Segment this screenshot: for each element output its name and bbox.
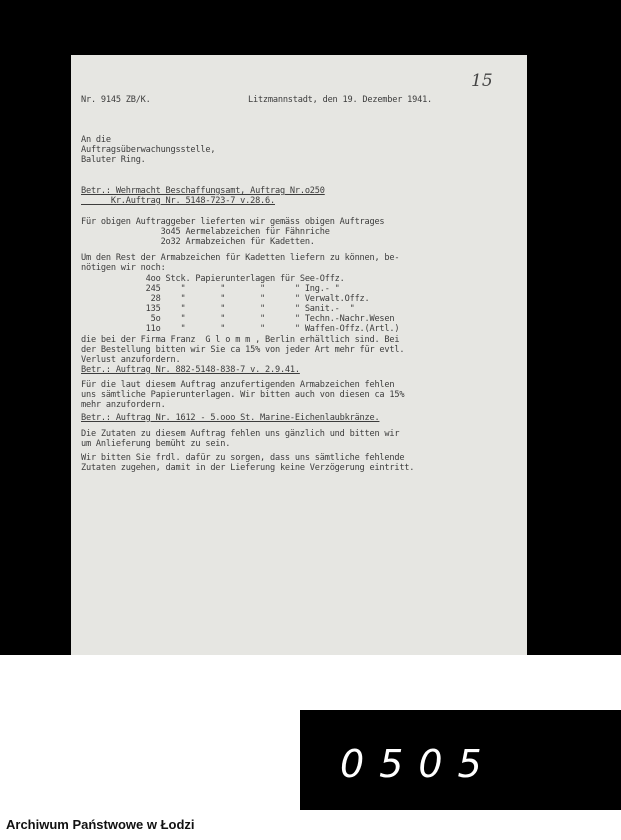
text-line: Wir bitten Sie frdl. dafür zu sorgen, dass uns sämtliche fehlende bbox=[81, 453, 405, 463]
text-line: um Anlieferung bemüht zu sein. bbox=[81, 439, 231, 449]
text-line: Zutaten zugehen, damit in der Lieferung keine Verzögerung eintritt. bbox=[81, 463, 415, 473]
text-line: 135 " " " " Sanit.- " bbox=[81, 304, 355, 314]
text-line: Kr.Auftrag Nr. 5148-723-7 v.28.6. bbox=[81, 196, 275, 206]
text-line: der Bestellung bitten wir Sie ca 15% von jeder Art mehr für evtl. bbox=[81, 345, 405, 355]
text-line: 3o45 Aermelabzeichen für Fähnriche bbox=[81, 227, 330, 237]
frame-number: 0505 bbox=[340, 742, 497, 786]
text-line: Verlust anzufordern. bbox=[81, 355, 181, 365]
text-line: die bei der Firma Franz G l o m m , Berlin erhältlich sind. Bei bbox=[81, 335, 400, 345]
text-line: Um den Rest der Armabzeichen für Kadetten liefern zu können, be- bbox=[81, 253, 400, 263]
text-line: 5o " " " " Techn.-Nachr.Wesen bbox=[81, 314, 395, 324]
text-line: Für die laut diesem Auftrag anzufertigenden Armabzeichen fehlen bbox=[81, 380, 395, 390]
text-line: Litzmannstadt, den 19. Dezember 1941. bbox=[248, 95, 433, 105]
archive-footer bbox=[0, 810, 621, 840]
archive-name: Archiwum Państwowe w Łodzi bbox=[6, 817, 195, 832]
text-line: 11o " " " " Waffen-Offz.(Artl.) bbox=[81, 324, 400, 334]
text-line: Baluter Ring. bbox=[81, 155, 146, 165]
film-border bbox=[0, 655, 621, 710]
text-line: 245 " " " " Ing.- " bbox=[81, 284, 340, 294]
text-line: Nr. 9145 ZB/K. bbox=[81, 95, 151, 105]
text-line: Betr.: Auftrag Nr. 882-5148-838-7 v. 2.9.41. bbox=[81, 365, 300, 375]
document-page bbox=[71, 55, 527, 655]
text-line: 4oo Stck. Papierunterlagen für See-Offz. bbox=[81, 274, 345, 284]
text-line: Betr.: Wehrmacht Beschaffungsamt, Auftrag Nr.o250 bbox=[81, 186, 325, 196]
text-line: Für obigen Auftraggeber lieferten wir gemäss obigen Auftrages bbox=[81, 217, 385, 227]
text-line: Auftragsüberwachungsstelle, bbox=[81, 145, 216, 155]
text-line: uns sämtliche Papierunterlagen. Wir bitten auch von diesen ca 15% bbox=[81, 390, 405, 400]
text-line: Die Zutaten zu diesem Auftrag fehlen uns gänzlich und bitten wir bbox=[81, 429, 400, 439]
text-line: 2o32 Armabzeichen für Kadetten. bbox=[81, 237, 315, 247]
text-line: nötigen wir noch: bbox=[81, 263, 166, 273]
film-border-left bbox=[0, 710, 300, 810]
text-line: Betr.: Auftrag Nr. 1612 - 5.ooo St. Marine-Eichenlaubkränze. bbox=[81, 413, 380, 423]
text-line: mehr anzufordern. bbox=[81, 400, 166, 410]
text-line: An die bbox=[81, 135, 111, 145]
text-line: 28 " " " " Verwalt.Offz. bbox=[81, 294, 370, 304]
page-number-handwritten: 15 bbox=[471, 71, 493, 91]
